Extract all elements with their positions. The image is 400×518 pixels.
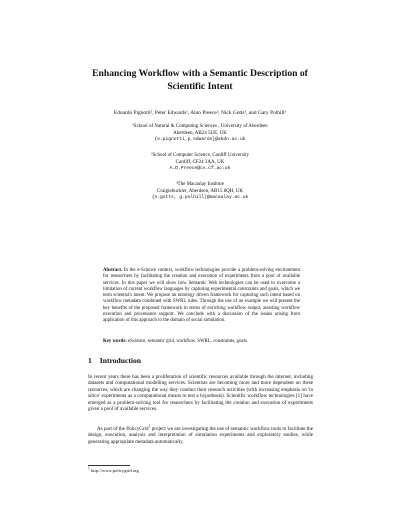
footnote-mark: 1 bbox=[88, 466, 90, 471]
affiliation-line: ³The Macaulay Institute bbox=[176, 182, 224, 187]
affiliation-email: A.D.Preece@cs.cf.ac.uk bbox=[169, 166, 231, 172]
author-list: Edoardo Pignotti¹, Peter Edwards¹, Alun Preece², Nick Gotts³, and Gary Polhill³ bbox=[113, 110, 287, 116]
affiliation-macaulay bbox=[80, 182, 320, 202]
section-number: 1 bbox=[88, 356, 92, 365]
paragraph-text: As part of the PolicyGrid bbox=[97, 426, 149, 432]
abstract-text: In the e-Science context, workflow technologies provide a problem-solving environment for researchers by facilitating the creation and execution of experiments from a pool of available services. In this paper we will show how Semantic Web technologies can be used to overcome a limitation of current workflow languages by capturing experimental constraints and goals, which we term scientist's intent. We propose an ontology driven framework for capturing such intent based on workflow metadata combined with SWRL rules. Through the use of an example we will present the key benefits of the proposed framework in terms of enriching workflow output, assisting workflow execution and provenance support. We conclude with a discussion of the issues arising from application of this approach to the domain of social simulation. bbox=[103, 268, 300, 323]
affiliation-cardiff bbox=[80, 153, 320, 173]
affiliation-email: {n.gotts, g.polhill}@macaulay.ac.uk bbox=[151, 195, 249, 201]
affiliation-line: ¹School of Natural & Computing Sciences , University of Aberdeen bbox=[132, 124, 268, 129]
abstract-label: Abstract. bbox=[103, 268, 123, 273]
affiliation-line: Craigiebuckler, Aberdeen, AB15 8QH, UK bbox=[156, 188, 244, 194]
paper-title bbox=[60, 67, 340, 93]
section-title: Introduction bbox=[99, 356, 142, 365]
paragraph-text: project we are investigating the use of semantic workflow tools to facilitate the design, execution, analysis and interpretation of simulation experiments and exploratory studies, while generating appropriate metadata automatically. bbox=[88, 426, 313, 445]
title-line-2: Scientific Intent bbox=[167, 81, 233, 92]
abstract bbox=[103, 268, 300, 324]
intro-paragraph-1: In recent years there has been a proliferation of scientific resources available through the internet, including datasets and computational modelling services. Scientists are becoming more and more dependent on these resources, which are changing the way they conduct their research activities (with increasing emphasis on 'in silico' experiments as a computational means to test a hypothesis). Scientific workflow technologies [1] have emerged as a problem-solving tool for researchers by facilitating the creation and execution of experiments given a pool of available services. bbox=[88, 374, 313, 413]
section-heading bbox=[88, 356, 141, 365]
affiliation-aberdeen bbox=[80, 124, 320, 144]
footnote-reference[interactable]: 1 bbox=[148, 424, 151, 429]
affiliation-line: Cardiff, CF24 3AA, UK bbox=[175, 159, 225, 165]
footnote bbox=[88, 468, 139, 473]
footnote-link[interactable]: http://www.policygrid.org bbox=[90, 468, 139, 473]
keywords bbox=[103, 339, 300, 345]
intro-paragraph-2 bbox=[88, 426, 313, 445]
keywords-text: eScience, semantic grid, workflow, SWRL, constraints, goals. bbox=[126, 339, 248, 344]
title-line-1: Enhancing Workflow with a Semantic Description of bbox=[92, 68, 308, 79]
footnote-divider bbox=[88, 465, 130, 466]
keywords-label: Key words: bbox=[103, 339, 127, 344]
affiliation-line: ²School of Computer Science, Cardiff University bbox=[150, 153, 250, 158]
affiliation-line: Aberdeen, AB24 5UE, UK bbox=[173, 130, 227, 136]
affiliation-email: {e.pignotti,p.edwards}@abdn.ac.uk bbox=[154, 137, 246, 143]
